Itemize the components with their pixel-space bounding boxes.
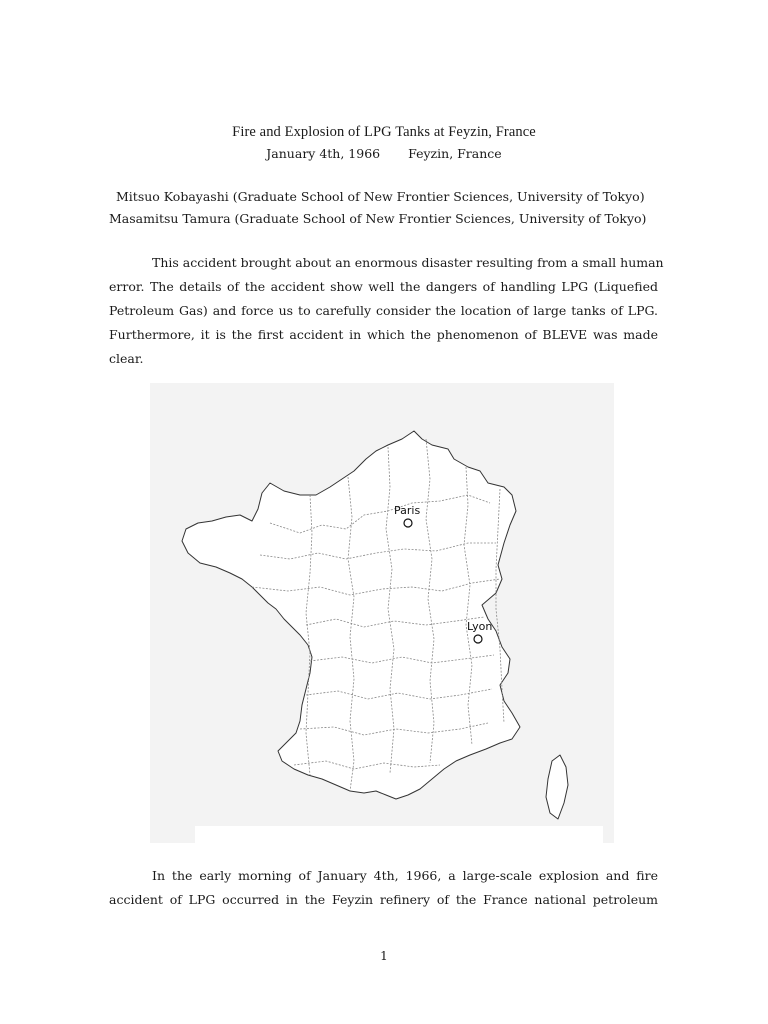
figure-caption-area <box>195 826 603 844</box>
paragraph-line: error. The details of the accident show well the dangers of handling LPG (Liquefied <box>109 279 658 294</box>
paragraph-line: clear. <box>109 351 144 366</box>
accident-date: January 4th, 1966 <box>266 146 381 161</box>
paragraph-line: Petroleum Gas) and force us to carefully consider the location of large tanks of LPG. <box>109 303 658 318</box>
france-outline <box>182 431 520 799</box>
paragraph-line: Furthermore, it is the first accident in which the phenomenon of BLEVE was made <box>109 327 658 342</box>
city-label-lyon: Lyon <box>467 620 493 633</box>
accident-place: Feyzin, France <box>408 146 502 161</box>
paragraph-line: This accident brought about an enormous disaster resulting from a small human <box>152 255 664 270</box>
paragraph-line: In the early morning of January 4th, 1966, a large-scale explosion and fire <box>152 868 658 883</box>
city-marker <box>474 635 482 643</box>
body-paragraph <box>109 868 658 916</box>
page-number: 1 <box>380 949 388 963</box>
author-line: Masamitsu Tamura (Graduate School of New Frontier Sciences, University of Tokyo) <box>109 211 647 226</box>
document-subtitle <box>0 146 768 161</box>
document-title: Fire and Explosion of LPG Tanks at Feyzin, France <box>232 124 536 140</box>
corsica-outline <box>546 755 568 819</box>
paragraph-line: accident of LPG occurred in the Feyzin refinery of the France national petroleum <box>109 892 658 907</box>
intro-paragraph <box>109 255 664 375</box>
author-line: Mitsuo Kobayashi (Graduate School of New Frontier Sciences, University of Tokyo) <box>116 189 645 204</box>
france-map-figure <box>150 383 614 843</box>
city-label-paris: Paris <box>394 504 421 517</box>
france-map <box>150 383 614 843</box>
city-marker <box>404 519 412 527</box>
